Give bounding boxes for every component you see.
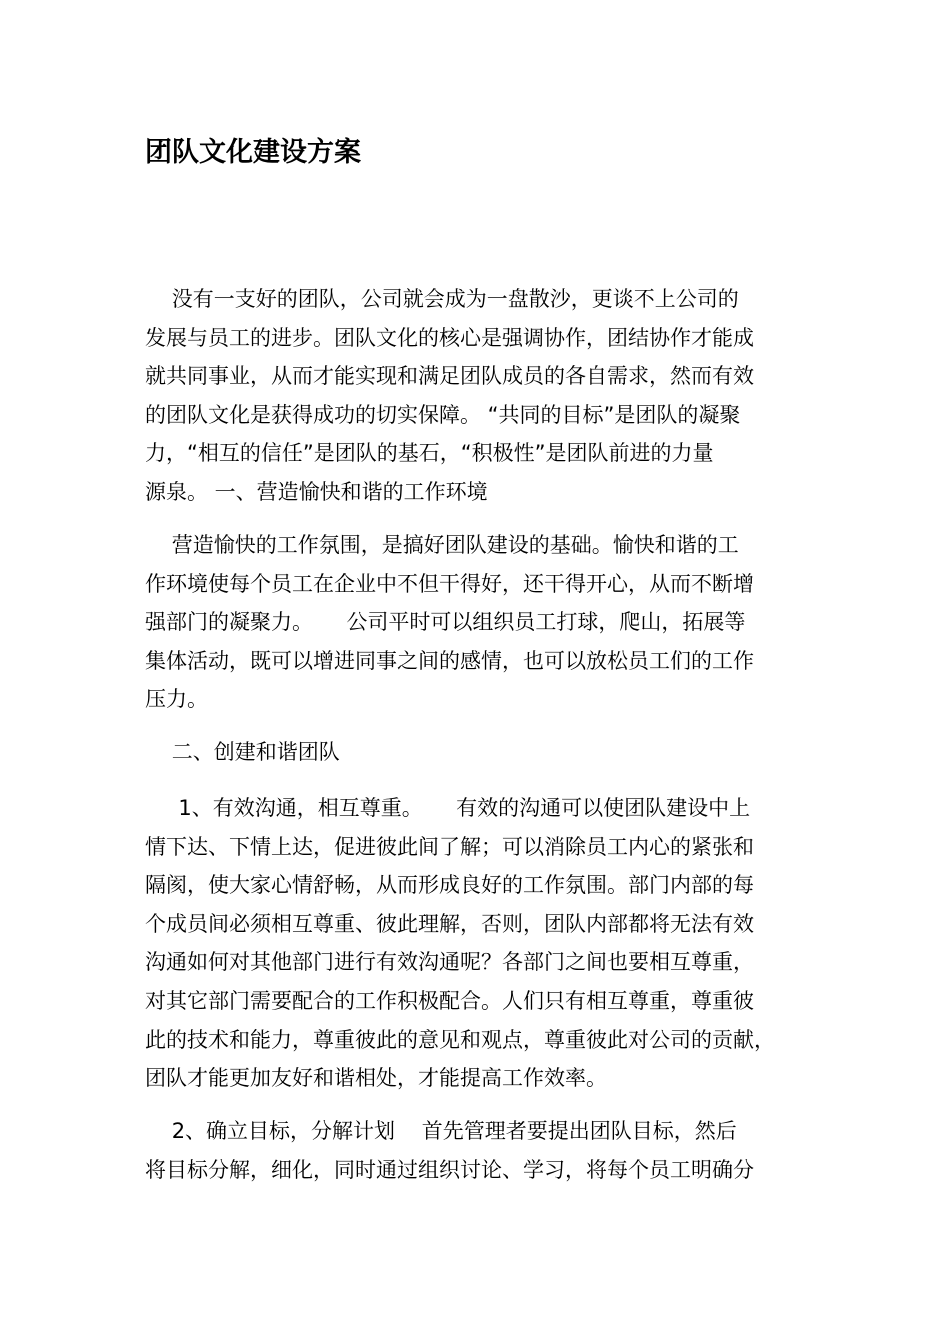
paragraph-intro <box>145 280 835 512</box>
paragraph-line: 1、有效沟通，相互尊重。 有效的沟通可以使团队建设中上 <box>145 796 751 820</box>
paragraph-line: 将目标分解，细化，同时通过组织讨论、学习，将每个员工明确分 <box>145 1157 754 1182</box>
paragraph-line: 营造愉快的工作氛围，是搞好团队建设的基础。愉快和谐的工 <box>145 533 739 557</box>
paragraph-communication <box>145 789 835 1098</box>
paragraph-line: 力，“相互的信任”是团队的基石，“积极性”是团队前进的力量 <box>145 441 714 466</box>
paragraph-line: 发展与员工的进步。团队文化的核心是强调协作，团结协作才能成 <box>145 325 754 350</box>
paragraph-line: 源泉。 一、营造愉快和谐的工作环境 <box>145 479 488 504</box>
paragraph-line: 此的技术和能力，尊重彼此的意见和观点，尊重彼此对公司的贡献， <box>145 1027 775 1052</box>
paragraph-goals <box>145 1112 835 1189</box>
paragraph-line: 个成员间必须相互尊重、彼此理解，否则，团队内部都将无法有效 <box>145 911 754 936</box>
paragraph-line: 团队才能更加友好和谐相处，才能提高工作效率。 <box>145 1066 607 1091</box>
section-heading-text: 二、创建和谐团队 <box>145 740 340 764</box>
paragraph-line: 情下达、下情上达，促进彼此间了解；可以消除员工内心的紧张和 <box>145 834 754 859</box>
paragraph-environment <box>145 526 835 719</box>
section-heading <box>145 733 835 772</box>
paragraph-line: 作环境使每个员工在企业中不但干得好，还干得开心，从而不断增 <box>145 571 754 596</box>
paragraph-line: 2、确立目标，分解计划 首先管理者要提出团队目标，然后 <box>145 1119 737 1143</box>
paragraph-line: 集体活动，既可以增进同事之间的感情，也可以放松员工们的工作 <box>145 648 754 673</box>
paragraph-line: 压力。 <box>145 687 208 712</box>
paragraph-line: 对其它部门需要配合的工作积极配合。人们只有相互尊重，尊重彼 <box>145 988 754 1013</box>
paragraph-line: 沟通如何对其他部门进行有效沟通呢？各部门之间也要相互尊重， <box>145 950 754 975</box>
paragraph-line: 的团队文化是获得成功的切实保障。 “共同的目标”是团队的凝聚 <box>145 402 741 427</box>
paragraph-line: 隔阂，使大家心情舒畅，从而形成良好的工作氛围。部门内部的每 <box>145 873 754 898</box>
paragraph-line: 强部门的凝聚力。 公司平时可以组织员工打球，爬山，拓展等 <box>145 610 746 635</box>
document-title: 团队文化建设方案 <box>145 137 361 168</box>
paragraph-line: 就共同事业，从而才能实现和满足团队成员的各自需求，然而有效 <box>145 364 754 389</box>
paragraph-line: 没有一支好的团队，公司就会成为一盘散沙，更谈不上公司的 <box>145 287 739 311</box>
